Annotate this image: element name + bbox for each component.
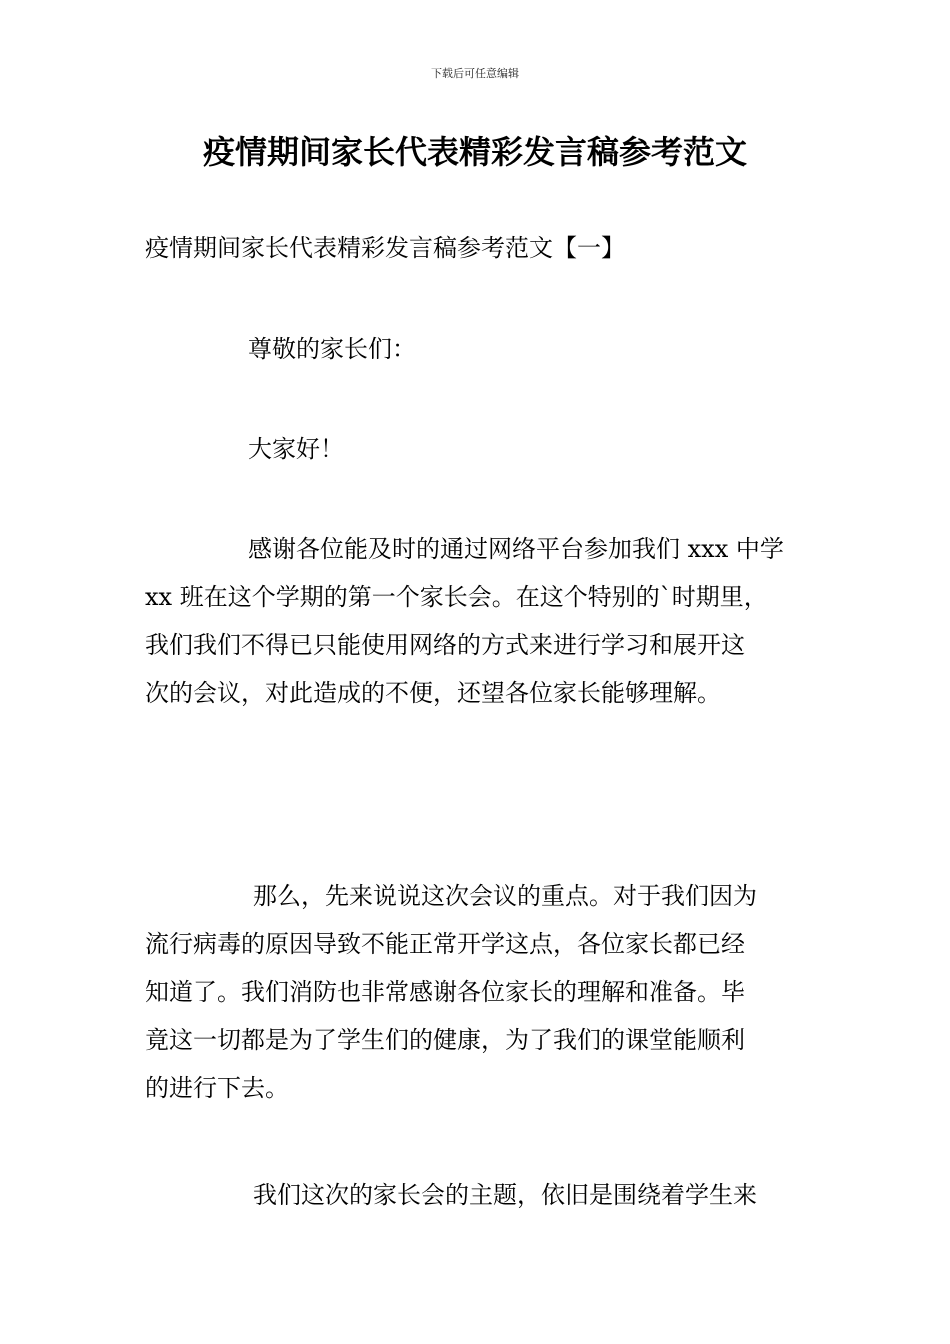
paragraph-2-line: 流行病毒的原因导致不能正常开学这点，各位家长都已经 [145, 930, 745, 958]
salutation: 尊敬的家长们： [248, 335, 416, 363]
paragraph-1 [145, 525, 805, 717]
greeting: 大家好！ [248, 435, 344, 463]
paragraph-2-line: 的进行下去。 [145, 1074, 289, 1102]
paragraph-1-line: 感谢各位能及时的通过网络平台参加我们 xxx 中学 [248, 535, 784, 563]
header-note: 下载后可任意编辑 [431, 67, 519, 80]
paragraph-2-line: 知道了。我们消防也非常感谢各位家长的理解和准备。毕 [145, 978, 745, 1006]
paragraph-3-line: 我们这次的家长会的主题，依旧是围绕着学生来 [253, 1181, 757, 1209]
paragraph-1-line: 次的会议，对此造成的不便，还望各位家长能够理解。 [145, 679, 721, 707]
paragraph-2-line: 那么，先来说说这次会议的重点。对于我们因为 [253, 882, 757, 910]
paragraph-1-line: xx 班在这个学期的第一个家长会。在这个特别的`时期里， [145, 583, 768, 611]
paragraph-2 [145, 872, 805, 1112]
paragraph-3 [145, 1171, 805, 1219]
paragraph-2-line: 竟这一切都是为了学生们的健康，为了我们的课堂能顺利 [145, 1026, 745, 1054]
paragraph-1-line: 我们我们不得已只能使用网络的方式来进行学习和展开这 [145, 631, 745, 659]
section-title: 疫情期间家长代表精彩发言稿参考范文【一】 [145, 234, 625, 262]
document-title: 疫情期间家长代表精彩发言稿参考范文 [202, 133, 747, 171]
